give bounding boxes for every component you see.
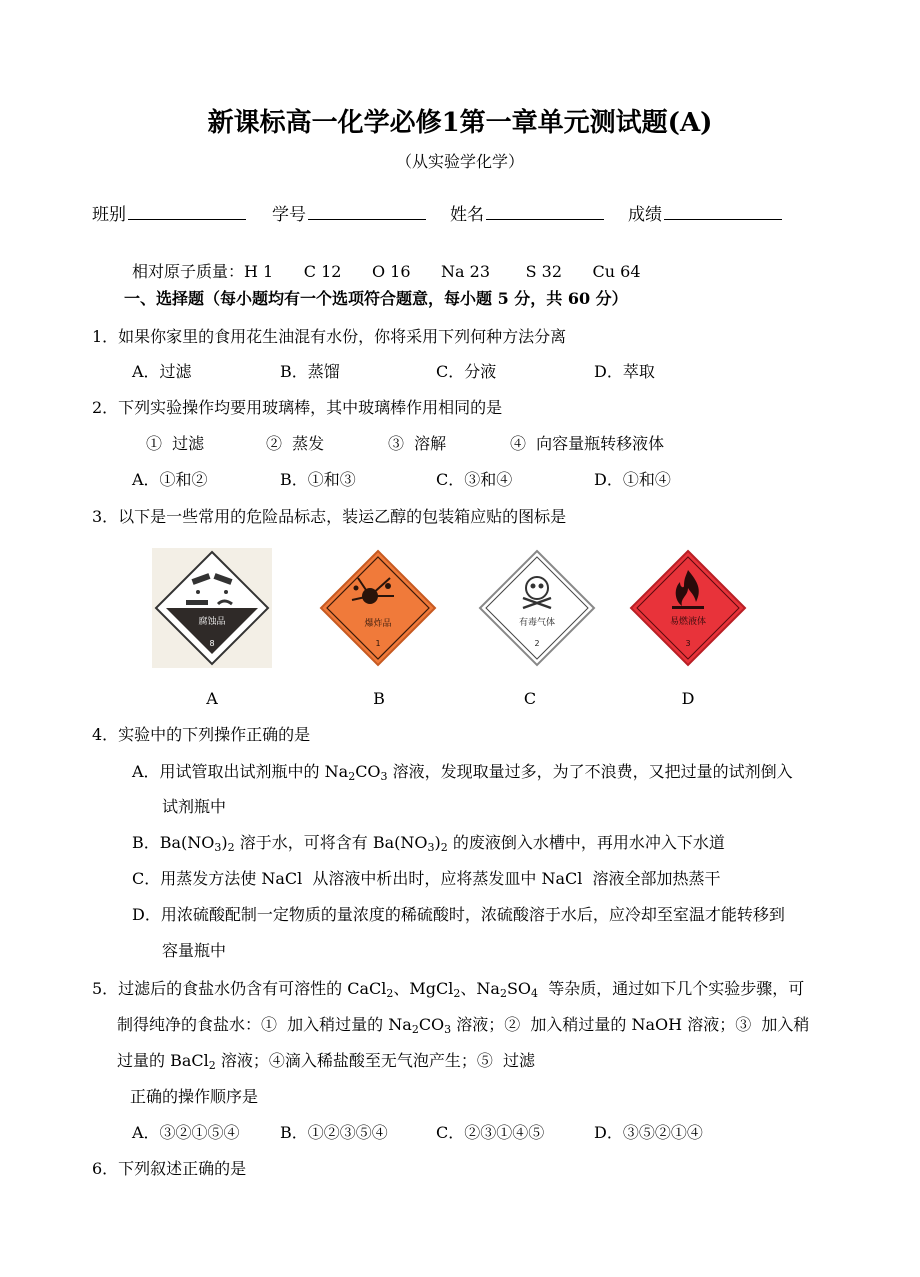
page-subtitle: （从实验学化学） <box>395 152 524 171</box>
q5-option-b[interactable]: B．①②③⑤④ <box>280 1123 388 1142</box>
question-5-line-2 <box>117 1015 809 1035</box>
q5-l2-text-1: 制得纯净的食盐水：① 加入稍过量的 Na <box>117 1015 412 1034</box>
sign-d-text: 易燃液体 <box>669 617 707 627</box>
q4-a-text-3: 溶液，发现取量过多，为了不浪费，又把过量的试剂倒入 <box>387 762 793 781</box>
question-2-stem: 2．下列实验操作均要用玻璃棒，其中玻璃棒作用相同的是 <box>92 398 503 417</box>
q5-l1-sub-1: 2 <box>386 987 394 1000</box>
q4-a-sub-2: 3 <box>380 770 388 783</box>
sign-b-number: 1 <box>375 639 381 648</box>
sign-c-number: 2 <box>534 639 540 648</box>
sign-d-number: 3 <box>685 639 691 648</box>
student-id-blank[interactable] <box>308 203 426 220</box>
name-blank[interactable] <box>486 203 604 220</box>
q4-b-sub-3: 3 <box>427 841 435 854</box>
q4-option-d[interactable]: D．用浓硫酸配制一定物质的量浓度的稀硫酸时，浓硫酸溶于水后，应冷却至室温才能转移到 <box>132 905 785 924</box>
q4-b-sub-1: 3 <box>214 841 222 854</box>
q5-l2-sub-2: 3 <box>444 1023 452 1036</box>
q5-l2-text-2: CO <box>418 1015 445 1034</box>
class-blank[interactable] <box>128 203 246 220</box>
q5-option-a[interactable]: A．③②①⑤④ <box>132 1123 240 1142</box>
sign-c-text: 有毒气体 <box>518 618 556 628</box>
q1-option-b[interactable]: B．蒸馏 <box>280 362 340 381</box>
q5-l1-text-5: 等杂质，通过如下几个实验步骤，可 <box>538 979 805 998</box>
sign-b-text: 爆炸品 <box>364 619 392 629</box>
section-heading: 一、选择题（每小题均有一个选项符合题意，每小题 5 分，共 60 分） <box>124 289 628 308</box>
q5-l1-text-2: 、MgCl <box>393 979 454 998</box>
question-6-stem: 6．下列叙述正确的是 <box>92 1159 247 1178</box>
q5-option-c[interactable]: C．②③①④⑤ <box>436 1123 545 1142</box>
q4-option-c[interactable]: C．用蒸发方法使 NaCl 从溶液中析出时，应将蒸发皿中 NaCl 溶液全部加热蒸干 <box>132 869 721 888</box>
q4-b-text-1: B．Ba(NO <box>132 833 215 852</box>
sign-label-c[interactable]: C <box>523 689 537 708</box>
q5-l1-sub-2: 2 <box>453 987 461 1000</box>
q2-item-2: ② 蒸发 <box>266 434 325 453</box>
q4-b-text-3: 溶于水，可将含有 Ba(NO <box>234 833 428 852</box>
class-field[interactable] <box>92 200 246 225</box>
question-5-line-1 <box>92 979 804 999</box>
q4-b-text-4: ) <box>434 833 441 852</box>
q5-l1-text-3: 、Na <box>460 979 500 998</box>
q1-option-d[interactable]: D．萃取 <box>594 362 655 381</box>
score-field[interactable] <box>628 200 782 225</box>
question-5-line-3 <box>117 1051 535 1071</box>
atomic-masses: 相对原子质量：H 1 C 12 O 16 Na 23 S 32 Cu 64 <box>132 262 641 281</box>
hazard-sign-c[interactable] <box>477 548 597 668</box>
q4-option-b[interactable] <box>132 833 725 853</box>
student-id-label: 学号 <box>272 205 306 225</box>
q4-a-text-1: A．用试管取出试剂瓶中的 Na <box>132 762 349 781</box>
sign-label-d[interactable]: D <box>681 689 695 708</box>
q5-l1-sub-3: 2 <box>499 987 507 1000</box>
q4-a-sub-1: 2 <box>348 770 356 783</box>
q2-option-c[interactable]: C．③和④ <box>436 470 513 489</box>
q5-l3-sub-1: 2 <box>208 1059 216 1072</box>
name-label: 姓名 <box>450 205 484 225</box>
q1-option-a[interactable]: A．过滤 <box>132 362 192 381</box>
q5-l1-text-1: 5．过滤后的食盐水仍含有可溶性的 CaCl <box>92 979 387 998</box>
q5-option-d[interactable]: D．③⑤②①④ <box>594 1123 703 1142</box>
q1-option-c[interactable]: C．分液 <box>436 362 497 381</box>
q4-b-sub-4: 2 <box>440 841 448 854</box>
class-label: 班别 <box>92 205 126 225</box>
hazard-sign-a[interactable] <box>152 548 272 668</box>
q4-b-text-2: ) <box>221 833 228 852</box>
hazard-sign-b[interactable] <box>318 548 438 668</box>
q4-b-sub-2: 2 <box>227 841 235 854</box>
question-3-stem: 3．以下是一些常用的危险品标志，装运乙醇的包装箱应贴的图标是 <box>92 507 567 526</box>
q4-option-a[interactable] <box>132 762 793 782</box>
q4-option-d-cont: 容量瓶中 <box>162 941 227 960</box>
q2-item-4: ④ 向容量瓶转移液体 <box>510 434 665 453</box>
q2-option-d[interactable]: D．①和④ <box>594 470 671 489</box>
q2-option-a[interactable]: A．①和② <box>132 470 208 489</box>
sign-a-text: 腐蚀品 <box>198 617 226 627</box>
q2-option-b[interactable]: B．①和③ <box>280 470 356 489</box>
q2-item-1: ① 过滤 <box>146 434 205 453</box>
name-field[interactable] <box>450 200 604 225</box>
q4-b-text-5: 的废液倒入水槽中，再用水冲入下水道 <box>447 833 725 852</box>
page-title: 新课标高一化学必修1第一章单元测试题(A) <box>207 108 713 138</box>
q5-l3-text-2: 溶液；④滴入稀盐酸至无气泡产生；⑤ 过滤 <box>215 1051 536 1070</box>
q5-l3-text-1: 过量的 BaCl <box>117 1051 209 1070</box>
q5-l1-sub-4: 4 <box>531 987 539 1000</box>
student-id-field[interactable] <box>272 200 426 225</box>
q5-l1-text-4: SO <box>506 979 532 998</box>
sign-label-a[interactable]: A <box>206 689 218 708</box>
question-1-stem: 1．如果你家里的食用花生油混有水份，你将采用下列何种方法分离 <box>92 327 567 346</box>
q4-a-text-2: CO <box>355 762 381 781</box>
q5-l2-text-3: 溶液；② 加入稍过量的 NaOH 溶液；③ 加入稍 <box>451 1015 810 1034</box>
sign-a-number: 8 <box>209 639 215 648</box>
question-5-line-4: 正确的操作顺序是 <box>130 1087 259 1106</box>
sign-label-b[interactable]: B <box>373 689 385 708</box>
q2-item-3: ③ 溶解 <box>388 434 447 453</box>
score-label: 成绩 <box>628 205 662 225</box>
score-blank[interactable] <box>664 203 782 220</box>
q5-l2-sub-1: 2 <box>411 1023 419 1036</box>
question-4-stem: 4．实验中的下列操作正确的是 <box>92 725 311 744</box>
q4-option-a-cont: 试剂瓶中 <box>162 797 227 816</box>
hazard-sign-d[interactable] <box>628 548 748 668</box>
